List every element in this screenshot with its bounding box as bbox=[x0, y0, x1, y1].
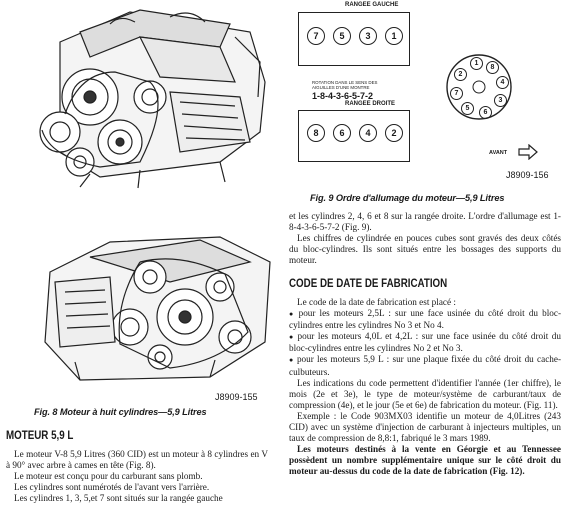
figure-8-caption: Fig. 8 Moteur à huit cylindres—5,9 Litres bbox=[34, 407, 207, 417]
paragraph: Le moteur est conçu pour du carburant sans plomb. bbox=[14, 471, 203, 482]
terminal-2: 2 bbox=[454, 68, 467, 81]
terminal-3: 3 bbox=[494, 94, 507, 107]
terminal-8: 8 bbox=[486, 61, 499, 74]
paragraph: Exemple : le Code 903MX03 identifie un moteur de 4,0Litres (243 CID) avec un système d'injection de carburant à injecteurs multiples, un taux de compression de 8,8:1, fabriqué le 3 mars 1989. bbox=[289, 410, 561, 444]
cylinder-3: 3 bbox=[359, 27, 377, 45]
terminal-1: 1 bbox=[470, 57, 483, 70]
engine-illustration-top bbox=[20, 2, 278, 190]
left-bank-label: RANGEE GAUCHE bbox=[345, 2, 399, 8]
paragraph: Les cylindres sont numérotés de l'avant vers l'arrière. bbox=[14, 482, 210, 493]
rotation-note: ROTATION DANS LE SENS DES AIGUILLES D'UNE MONTRE bbox=[312, 80, 378, 90]
terminal-6: 6 bbox=[479, 106, 492, 119]
firing-order-text: 1-8-4-3-6-5-7-2 bbox=[312, 91, 374, 101]
left-column-text bbox=[6, 449, 268, 504]
section-heading-date-code: CODE DE DATE DE FABRICATION bbox=[289, 278, 448, 290]
terminal-4: 4 bbox=[496, 76, 509, 89]
section-heading-engine: MOTEUR 5,9 L bbox=[6, 430, 74, 442]
engine-illustration-bottom bbox=[20, 232, 278, 384]
right-column-text-bottom bbox=[289, 297, 561, 478]
paragraph: et les cylindres 2, 4, 6 et 8 sur la rangée droite. L'ordre d'allumage est 1-8-4-3-6-5-7-2 (Fig. 9). bbox=[289, 211, 561, 233]
firing-order-diagram bbox=[284, 0, 566, 190]
figure-9-code: J8909-156 bbox=[506, 170, 549, 180]
paragraph: Les chiffres de cylindrée en pouces cubes sont gravés des deux côtés du bloc-cylindres. Ils sont situés entre les bossages des supports du moteur. bbox=[289, 233, 561, 266]
cylinder-1: 1 bbox=[385, 27, 403, 45]
paragraph: Les cylindres 1, 3, 5,et 7 sont situés sur la rangée gauche bbox=[14, 493, 223, 504]
figure-8-code: J8909-155 bbox=[215, 392, 258, 402]
list-item: ● pour les moteurs 4,0L et 4,2L : sur une face usinée du côté droit du bloc-cylindres entre les cylindres No 2 et No 3. bbox=[289, 331, 561, 354]
cylinder-7: 7 bbox=[307, 27, 325, 45]
list-item: ● pour les moteurs 2,5L : sur une face usinée du côté droit du bloc-cylindres entre les cylindres No 3 et No 4. bbox=[289, 308, 561, 331]
figure-9-caption: Fig. 9 Ordre d'allumage du moteur—5,9 Litres bbox=[310, 193, 505, 203]
cylinder-4: 4 bbox=[359, 124, 377, 142]
cylinder-5: 5 bbox=[333, 27, 351, 45]
right-bank-label: RANGEE DROITE bbox=[345, 101, 396, 107]
paragraph: Le moteur V-8 5,9 Litres (360 CID) est un moteur à 8 cylindres en V à 90° avec arbre à cames en tête (Fig. 8). bbox=[6, 449, 268, 471]
paragraph: Les indications du code permettent d'identifier l'année (1er chiffre), le mois (2e et 3e), le type de moteur/système de carburant/taux de compression (4e), et le jour (5e et 6e) de fabrication du moteur. (Fig. 11). bbox=[289, 377, 561, 410]
paragraph: Le code de la date de fabrication est placé : bbox=[297, 297, 456, 307]
cylinder-6: 6 bbox=[333, 124, 351, 142]
cylinder-8: 8 bbox=[307, 124, 325, 142]
left-bank-box bbox=[298, 2, 410, 66]
front-arrow-icon bbox=[518, 144, 538, 160]
list-item: ● pour les moteurs 5,9 L : sur une plaque fixée du côté droit du cache-culbuteurs. bbox=[289, 354, 561, 377]
paragraph-bold: Les moteurs destinés à la vente en Géorgie et au Tennessee possèdent un nombre supplémentaire unique sur le côté droit du moteur au-dessus du code de la date de fabrication (Fig. 12). bbox=[289, 444, 561, 477]
terminal-5: 5 bbox=[461, 102, 474, 115]
terminal-7: 7 bbox=[450, 87, 463, 100]
right-column-text-top bbox=[289, 211, 561, 266]
cylinder-2: 2 bbox=[385, 124, 403, 142]
front-label: AVANT bbox=[489, 150, 508, 156]
right-bank-box bbox=[298, 101, 410, 162]
